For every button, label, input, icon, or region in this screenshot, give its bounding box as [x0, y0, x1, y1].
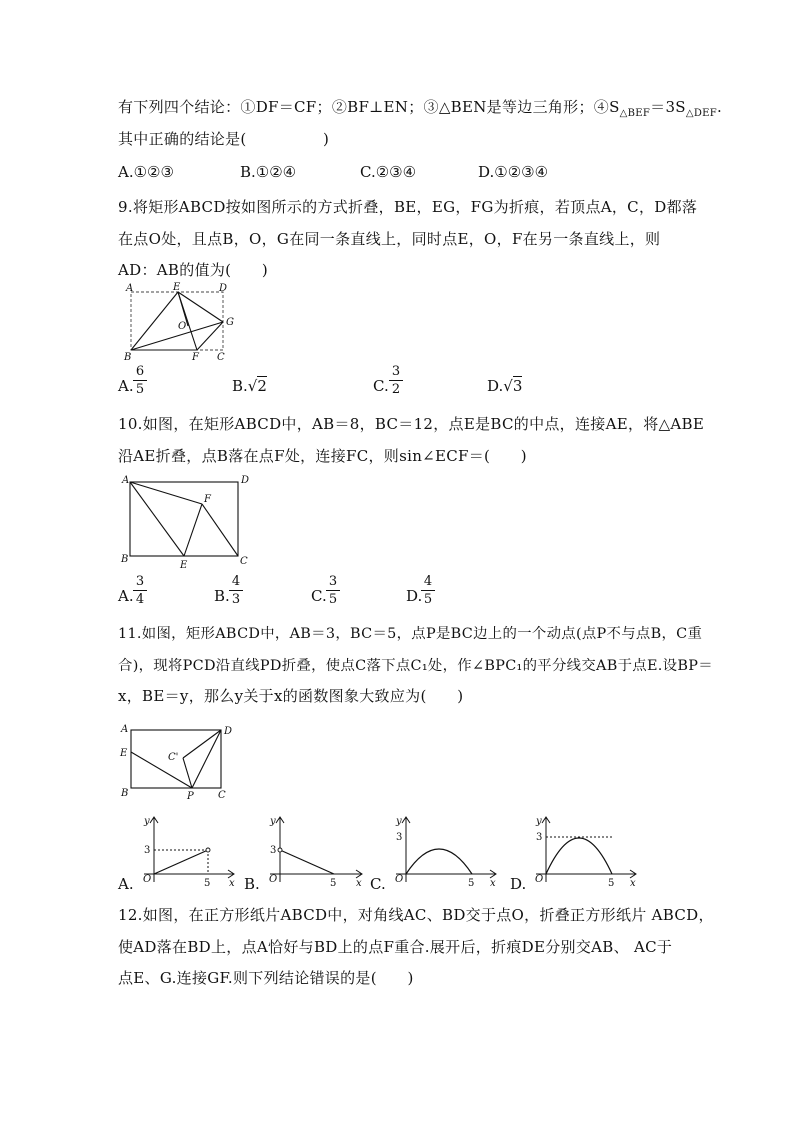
- q9-figure: [120, 282, 240, 364]
- q11-label-c: C: [218, 790, 226, 800]
- q11-graph-d-origin: O: [535, 874, 544, 885]
- q10-label-b: B: [121, 554, 129, 565]
- q10-label-f: F: [204, 494, 211, 505]
- q8-option-b[interactable]: B.①②④: [240, 163, 297, 181]
- q11-option-c[interactable]: C.: [370, 875, 386, 893]
- q10-label-a: A: [122, 475, 130, 486]
- q10-option-b[interactable]: B.: [214, 587, 230, 605]
- q9-dashed-rect: [131, 292, 223, 350]
- q11-graph-d-y-label: y: [536, 816, 542, 827]
- q11-option-d[interactable]: D.: [510, 875, 527, 893]
- q9-label-c: C: [217, 352, 225, 363]
- q11-graph-d: [524, 812, 644, 890]
- q11-graph-b-y-label: y: [270, 816, 276, 827]
- q11-graph-d-tick-3: 3: [536, 832, 543, 843]
- q11-option-a[interactable]: A.: [118, 875, 134, 893]
- q11-graph-d-tick-5: 5: [608, 878, 615, 889]
- q11-graph-a-tick-3: 3: [144, 845, 151, 856]
- q11-figure: [116, 722, 238, 800]
- q9-option-b[interactable]: B.√2: [232, 377, 267, 395]
- q8-statement: 有下列四个结论：①DF＝CF；②BF⊥EN；③△BEN是等边三角形；$④S_{\triangle BEF}=3S_{\triangle DEF}$.: [118, 98, 723, 119]
- q11-graph-c: [384, 812, 504, 890]
- q11-text-line1: 11.如图，矩形ABCD中，AB＝3，BC＝5，点P是BC边上的一个动点(点P不与点B，C重: [118, 626, 703, 642]
- q11-text-line3: x，BE＝y，那么y关于x的函数图象大致应为( ): [118, 687, 464, 705]
- q11-graph-b: [258, 812, 368, 890]
- sqrt-icon: √: [247, 377, 258, 395]
- q11-graph-a-tick-5: 5: [204, 878, 211, 889]
- q10-label-d: D: [241, 475, 250, 486]
- q10-option-d-fraction: 4 5: [421, 574, 435, 607]
- q11-label-a: A: [121, 724, 129, 735]
- q10-text-line2: 沿AE折叠，点B落在点F处，连接FC，则sin∠ECF＝( ): [118, 447, 527, 465]
- q11-graph-a-origin: O: [143, 874, 152, 885]
- q11-graph-c-origin: O: [395, 874, 404, 885]
- q9-option-c-fraction: 3 2: [389, 364, 403, 397]
- q11-label-p: P: [187, 791, 194, 800]
- q11-graph-b-x-label: x: [356, 878, 362, 889]
- q11-graph-a-x-label: x: [229, 878, 235, 889]
- q11-graph-c-tick-5: 5: [468, 878, 475, 889]
- q11-graph-a: [132, 812, 240, 890]
- q8-option-c[interactable]: C.②③④: [360, 163, 417, 181]
- q9-label-b: B: [124, 352, 132, 363]
- q11-label-b: B: [121, 788, 129, 799]
- q10-label-e: E: [180, 560, 188, 571]
- q9-text-line1: 9.将矩形ABCD按如图所示的方式折叠，BE，EG，FG为折痕，若顶点A，C，D都落: [118, 198, 698, 216]
- q9-label-f: F: [192, 352, 199, 363]
- sqrt-icon: √: [503, 377, 513, 395]
- q9-label-o: O: [178, 321, 187, 332]
- q9-label-e: E: [173, 282, 181, 293]
- q12-text-line2: 使AD落在BD上，点A恰好与BD上的点F重合.展开后，折痕DE分别交AB、 AC于: [118, 938, 673, 956]
- q10-option-b-fraction: 4 3: [229, 574, 243, 607]
- q9-option-a[interactable]: A.: [118, 377, 134, 395]
- q10-figure: [118, 474, 256, 572]
- q11-graph-c-tick-3: 3: [396, 832, 403, 843]
- q10-label-c: C: [240, 556, 248, 567]
- q10-text-line1: 10.如图，在矩形ABCD中，AB＝8，BC＝12，点E是BC的中点，连接AE，将△ABE: [118, 415, 705, 433]
- q9-option-d[interactable]: D.√3: [487, 377, 523, 395]
- q11-graph-b-tick-5: 5: [330, 878, 337, 889]
- q11-label-d: D: [224, 726, 233, 737]
- q11-option-b[interactable]: B.: [244, 875, 260, 893]
- q10-option-c[interactable]: C.: [311, 587, 327, 605]
- q11-graph-c-x-label: x: [490, 878, 496, 889]
- q9-label-g: G: [226, 317, 234, 328]
- q10-option-a-fraction: 3 4: [133, 574, 147, 607]
- q10-option-c-fraction: 3 5: [326, 574, 340, 607]
- q11-label-e: E: [120, 748, 128, 759]
- q11-graph-d-x-label: x: [630, 878, 636, 889]
- q8-question: 其中正确的结论是( ): [118, 130, 330, 148]
- q9-label-a: A: [126, 283, 134, 294]
- q11-graph-c-y-label: y: [396, 816, 402, 827]
- q9-option-a-fraction: 6 5: [133, 364, 147, 397]
- q10-option-d[interactable]: D.: [406, 587, 423, 605]
- q8-option-a[interactable]: A.①②③: [118, 163, 174, 181]
- q9-option-c[interactable]: C.: [373, 377, 389, 395]
- q11-graph-b-origin: O: [269, 874, 278, 885]
- q8-option-d[interactable]: D.①②③④: [478, 163, 549, 181]
- q12-text-line3: 点E、G.连接GF.则下列结论错误的是( ): [118, 969, 414, 987]
- q9-label-d: D: [219, 283, 228, 294]
- q10-option-a[interactable]: A.: [118, 587, 134, 605]
- q11-graph-a-y-label: y: [144, 816, 150, 827]
- q11-label-c-prime: C': [168, 752, 179, 763]
- q11-text-line2: 合)，现将PCD沿直线PD折叠，使点C落下点C₁处，作∠BPC₁的平分线交AB于点E.设BP＝: [118, 658, 713, 674]
- q12-text-line1: 12.如图，在正方形纸片ABCD中，对角线AC、BD交于点O，折叠正方形纸片 ABCD，: [118, 906, 714, 924]
- q9-text-line3: AD：AB的值为( ): [118, 261, 269, 279]
- q9-text-line2: 在点O处，且点B，O，G在同一条直线上，同时点E，O，F在另一条直线上，则: [118, 230, 661, 248]
- q11-graph-b-tick-3: 3: [270, 845, 277, 856]
